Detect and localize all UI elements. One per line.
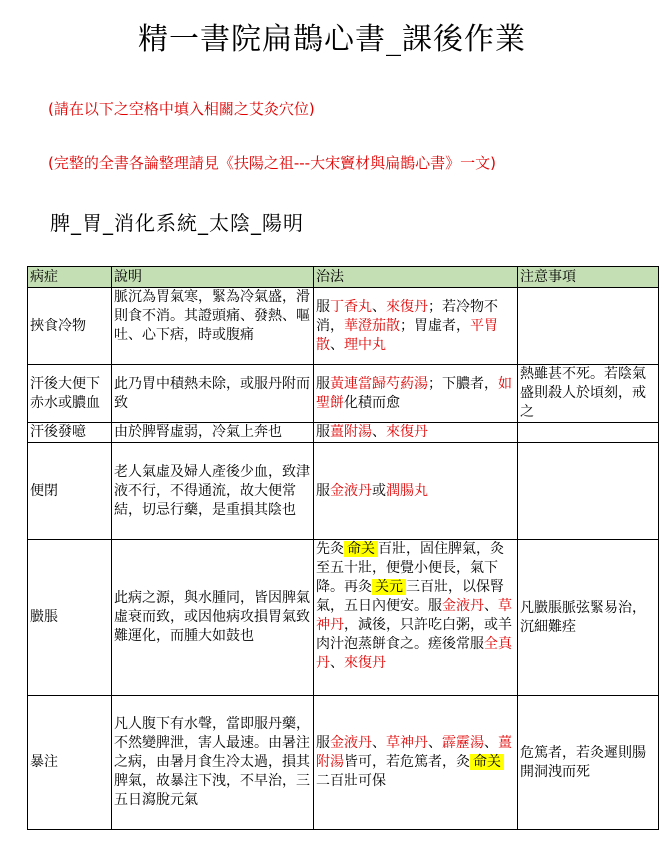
acupoint-highlight: 关元 <box>372 579 406 595</box>
header-description: 說明 <box>112 267 314 288</box>
treatment-text: 、 <box>330 655 344 671</box>
notes-cell <box>518 288 659 365</box>
treatment-text: 、 <box>372 735 386 751</box>
remedy-name: 草神丹 <box>316 598 512 633</box>
disease-cell: 汗後發噫 <box>28 423 112 443</box>
remedy-name: 華澄茄散 <box>344 317 400 334</box>
remedy-name: 黃連當歸芍葯湯 <box>330 375 428 392</box>
instruction-note: (請在以下之空格中填入相關之艾灸穴位) <box>48 100 315 118</box>
description-cell: 脈沉為胃氣寒，緊為冷氣盛，滑則食不消。其證頭痛、發熱、嘔吐、心下痞，時或腹痛 <box>112 288 314 365</box>
treatment-cell <box>314 540 518 696</box>
treatment-text: 服 <box>316 298 330 315</box>
table-row <box>28 365 659 423</box>
notes-cell <box>518 443 659 540</box>
treatment-text: 服 <box>316 375 330 392</box>
header-disease: 病症 <box>28 267 112 288</box>
remedy-name: 來復丹 <box>386 298 428 315</box>
page-title: 精一書院扁鵲心書_課後作業 <box>138 22 526 57</box>
description-cell: 由於脾腎虛弱，冷氣上奔也 <box>112 423 314 443</box>
header-notes: 注意事項 <box>518 267 659 288</box>
disease-cell: 暴注 <box>28 696 112 830</box>
remedy-name: 薑附湯 <box>330 424 372 440</box>
table-row <box>28 288 659 365</box>
header-treatment: 治法 <box>314 267 518 288</box>
acupoint-highlight: 命关 <box>344 541 378 557</box>
treatment-text: ；若冷物不消， <box>316 298 498 334</box>
treatment-text: 服 <box>316 424 330 440</box>
remedy-name: 霹靂湯 <box>442 735 484 751</box>
table-row <box>28 696 659 830</box>
remedy-name: 來復丹 <box>344 655 386 671</box>
remedy-name: 金液丹 <box>442 598 484 614</box>
treatment-text: 、 <box>484 735 498 751</box>
table-row <box>28 540 659 696</box>
treatment-text: 先灸 <box>316 541 344 557</box>
treatment-text: 、 <box>428 735 442 751</box>
section-heading: 脾_胃_消化系統_太陰_陽明 <box>50 211 304 235</box>
remedy-name: 丁香丸 <box>330 298 372 315</box>
treatment-text: 三百壯，以保腎氣，五日內便安。服 <box>316 579 504 614</box>
description-cell: 老人氣虛及婦人產後少血，致津液不行，不得通流，故大便常結，切忌行藥，是重損其陰也 <box>112 443 314 540</box>
remedy-name: 來復丹 <box>386 424 428 440</box>
treatment-cell <box>314 365 518 423</box>
treatment-text: 或 <box>372 482 386 499</box>
remedy-name: 全真丹 <box>316 636 512 671</box>
disease-cell: 汗後大便下赤水或膿血 <box>28 365 112 423</box>
notes-cell <box>518 423 659 443</box>
remedy-name: 金液丹 <box>330 735 372 751</box>
treatment-text: ；下膿者， <box>428 375 498 392</box>
treatment-cell <box>314 423 518 443</box>
treatment-text: 、 <box>372 424 386 440</box>
acupoint-highlight: 命关 <box>470 754 504 770</box>
homework-table <box>27 266 659 830</box>
treatment-text: 二百壯可保 <box>316 773 386 789</box>
treatment-text: 皆可，若危篤者，灸 <box>344 754 470 770</box>
treatment-text: ，減後，只許吃白粥，或羊肉汁泡蒸餅食之。瘥後常服 <box>316 617 512 652</box>
table-row <box>28 443 659 540</box>
remedy-name: 薑附湯 <box>316 735 512 770</box>
description-cell: 此病之源，與水腫同，皆因脾氣虛衰而致，或因他病攻損胃氣致難運化，而腫大如鼓也 <box>112 540 314 696</box>
table-header-row <box>28 267 659 288</box>
reference-note: (完整的全書各論整理請見《扶陽之祖---大宋竇材與扁鵲心書》一文) <box>48 154 496 172</box>
notes-cell: 危篤者，若灸遲則腸開洞洩而死 <box>518 696 659 830</box>
description-cell: 凡人腹下有水聲，當即服丹藥，不然變脾泄，害人最速。由暑注之病，由暑月食生冷太過，損其脾氣，故暴注下洩，不早治，三五日瀉脫元氣 <box>112 696 314 830</box>
treatment-text: 、 <box>484 598 498 614</box>
treatment-text: 百壯，固住脾氣，灸至五十壯，便覺小便長，氣下降。再灸 <box>316 541 504 595</box>
notes-cell: 凡臌脹脈弦緊易治，沉細難痊 <box>518 540 659 696</box>
disease-cell: 便閉 <box>28 443 112 540</box>
remedy-name: 金液丹 <box>330 482 372 499</box>
disease-cell: 挾食冷物 <box>28 288 112 365</box>
treatment-text: 服 <box>316 482 330 499</box>
remedy-name: 如聖餅 <box>316 375 512 411</box>
description-cell: 此乃胃中積熱未除，或服丹附而致 <box>112 365 314 423</box>
table-row <box>28 423 659 443</box>
remedy-name: 理中丸 <box>344 336 386 353</box>
treatment-cell <box>314 696 518 830</box>
treatment-text: 、 <box>330 336 344 353</box>
treatment-text: 服 <box>316 735 330 751</box>
disease-cell: 臌脹 <box>28 540 112 696</box>
treatment-text: 化積而愈 <box>344 394 400 411</box>
treatment-cell <box>314 443 518 540</box>
notes-cell: 熱雖甚不死。若陰氣盛則殺人於頃刻，戒之 <box>518 365 659 423</box>
remedy-name: 潤腸丸 <box>386 482 428 499</box>
remedy-name: 草神丹 <box>386 735 428 751</box>
treatment-text: ；胃虛者， <box>400 317 470 334</box>
treatment-text: 、 <box>372 298 386 315</box>
treatment-cell <box>314 288 518 365</box>
remedy-name: 平胃散 <box>316 317 498 353</box>
